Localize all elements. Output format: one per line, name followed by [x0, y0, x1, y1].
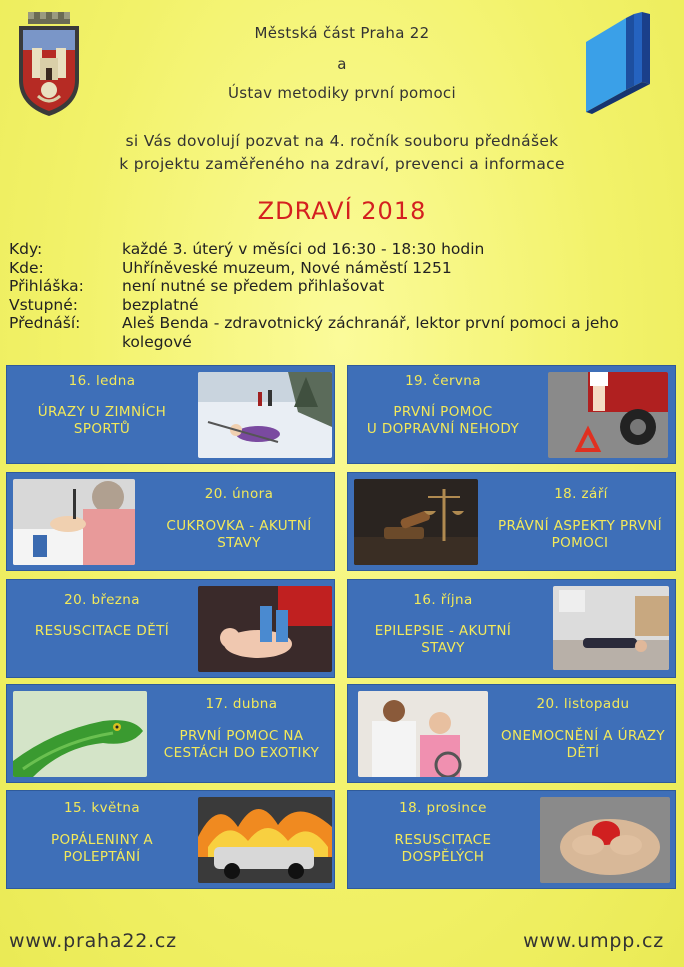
infant-cpr-image	[198, 586, 332, 672]
lecture-tile-october	[347, 579, 676, 678]
lecture-topic: RESUSCITACE DĚTÍ	[34, 623, 170, 639]
event-details	[9, 240, 679, 351]
lecture-tile-november	[347, 684, 676, 783]
organizer-2: Ústav metodiky první pomoci	[228, 84, 456, 102]
justice-scales-image	[354, 479, 478, 565]
lecture-tile-april	[6, 684, 335, 783]
detail-lecturer: Přednáší: Aleš Benda - zdravotnický záchranář, lektor první pomoci a jeho kolegové	[9, 314, 619, 351]
lecture-date: 20. února	[204, 486, 274, 502]
lecture-tile-september	[347, 472, 676, 571]
lecture-date: 17. dubna	[205, 696, 278, 712]
lecture-date: 16. října	[413, 592, 473, 608]
detail-where: Kde: Uhříněveské muzeum, Nové náměstí 1251	[9, 258, 452, 277]
lecture-date: 15. května	[64, 800, 140, 816]
detail-admission: Vstupné: bezplatné	[9, 295, 199, 314]
lecture-topic: CUKROVKA - AKUTNÍ STAVY	[166, 518, 312, 551]
winter-injury-image	[198, 372, 332, 458]
lecture-date: 20. listopadu	[536, 696, 630, 712]
detail-when: Kdy: každé 3. úterý v měsíci od 16:30 - 18:30 hodin	[9, 240, 485, 258]
footer-link-umpp[interactable]: www.umpp.cz	[523, 930, 664, 952]
lecture-topic: RESUSCITACE DOSPĚLÝCH	[394, 832, 492, 865]
doctor-child-image	[358, 691, 488, 777]
event-title: ZDRAVÍ 2018	[257, 197, 427, 225]
lecture-date: 16. ledna	[68, 373, 136, 389]
organizer-1: Městská část Praha 22	[254, 24, 430, 42]
glucose-test-image	[13, 479, 135, 565]
lecture-topic: PRVNÍ POMOC U DOPRAVNÍ NEHODY	[366, 404, 520, 437]
lecture-topic: ONEMOCNĚNÍ A ÚRAZY DĚTÍ	[500, 728, 666, 761]
organizer-conjunction: a	[337, 55, 347, 73]
green-snake-image	[13, 691, 147, 777]
lecture-tile-february	[6, 472, 335, 571]
chest-pain-image	[540, 797, 670, 883]
lecture-topic: EPILEPSIE - AKUTNÍ STAVY	[374, 623, 512, 656]
lecture-topic: POPÁLENINY A POLEPTÁNÍ	[50, 832, 154, 865]
lecture-date: 18. prosince	[399, 800, 487, 816]
car-accident-image	[548, 372, 668, 458]
lecture-topic: PRVNÍ POMOC NA CESTÁCH DO EXOTIKY	[163, 728, 320, 761]
footer-link-praha22[interactable]: www.praha22.cz	[9, 930, 177, 952]
lecture-topic: PRÁVNÍ ASPEKTY PRVNÍ POMOCI	[497, 518, 663, 551]
lecture-tile-march	[6, 579, 335, 678]
lecture-tile-january	[6, 365, 335, 464]
office-collapse-image	[553, 586, 669, 670]
lecture-date: 19. června	[405, 373, 481, 389]
lecture-topic: ÚRAZY U ZIMNÍCH SPORTŮ	[37, 404, 167, 437]
lecture-tile-june	[347, 365, 676, 464]
detail-registration: Přihláška: není nutné se předem přihlašovat	[9, 277, 385, 295]
lecture-tile-december	[347, 790, 676, 889]
burning-car-image	[198, 797, 332, 883]
lecture-date: 20. března	[64, 592, 140, 608]
lecture-date: 18. září	[554, 486, 608, 502]
invitation-line-2: k projektu zaměřeného na zdraví, prevenci a informace	[119, 155, 565, 173]
invitation-line-1: si Vás dovolují pozvat na 4. ročník souboru přednášek	[125, 132, 559, 150]
lecture-tile-may	[6, 790, 335, 889]
